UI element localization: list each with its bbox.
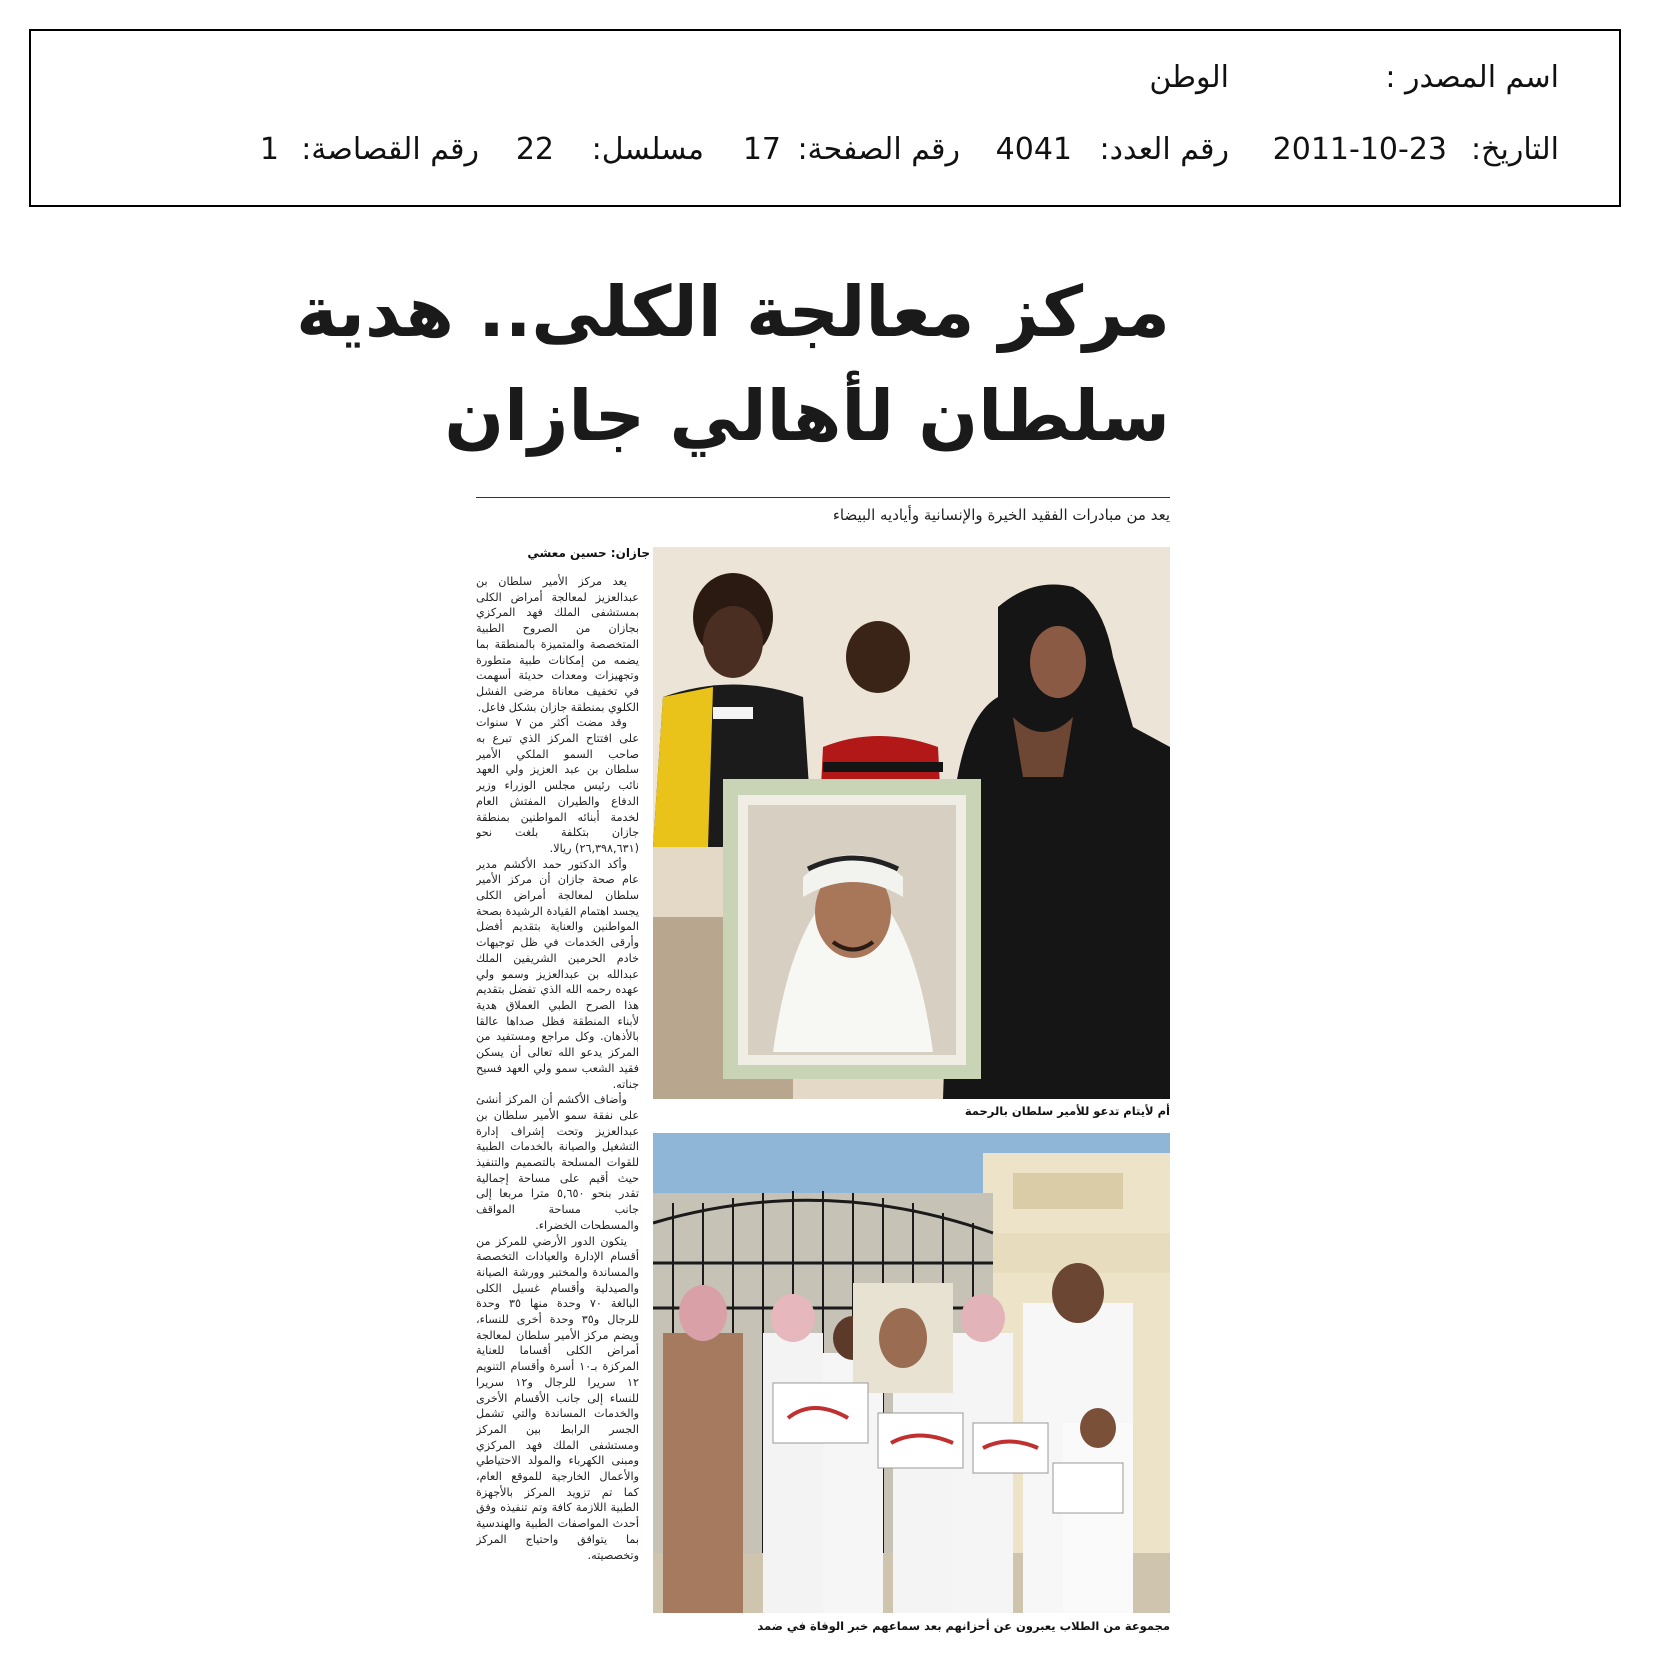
paragraph-2: وقد مضت أكثر من ٧ سنوات على افتتاح المركز الذي تبرع به صاحب السمو الملكي الأمير سلطان بن عبد العزيز ولي العهد نائب رئيس مجلس الوزراء وزير الدفاع والطيران المفتش العام لخدمة أبنائه المواطنين بمنطقة جازان بتكلفة بلغت نحو (٢٦,٣٩٨,٦٣١) ريالا. xyxy=(476,716,639,855)
headline-line-1: مركز معالجة الكلى.. هدية xyxy=(296,271,1170,353)
serial-value: 22 xyxy=(515,132,554,167)
source-label: اسم المصدر : xyxy=(1385,60,1559,95)
paragraph-5: يتكون الدور الأرضي للمركز من أقسام الإدارة والعيادات التخصصة والمساندة والمختبر وورشة الصيانة والصيدلية وأقسام غسيل الكلى البالغة ٧٠ وحدة منها ٣٥ وحدة للرجال و٣٥ وحدة أخرى للنساء، ويضم مركز الأمير سلطان لمعالجة أمراض الكلى أقساما للعناية المركزة بـ١٠ أسرة وأقسام التنويم ١٢ سريرا للرجال و١٢ سريرا للنساء إلى جانب الأقسام الأخرى والخدمات المساندة والتي تشمل الجسر الرابط بين المركز ومستشفى الملك فهد المركزي ومبنى الكهرباء والمولد الاحتياطي والأعمال الخارجية للموقع العام، كما تم تزويد المركز بالأجهزة الطبية اللازمة كافة وتم تنفيذه وفق أحدث المواصفات الطبية والهندسية بما يتوافق واحتياج المركز وتخصصيته. xyxy=(476,1234,639,1562)
byline: جازان: حسين معشي xyxy=(527,546,650,560)
issue-value: 4041 xyxy=(995,132,1072,167)
photo-mother-orphans xyxy=(653,547,1170,1099)
paragraph-3: وأكد الدكتور حمد الأكشم مدير عام صحة جازان أن مركز الأمير سلطان لمعالجة أمراض الكلى يجسد اهتمام القيادة الرشيدة بصحة المواطنين والعناية بتقديم أفضل وأرقى الخدمات في ظل توجيهات خادم الحرمين الشريفين الملك عبدالله بن عبدالعزيز وسمو ولي عهده رحمه الله الذي تفضل بتقديم هذا الصرح الطبي العملاق هدية لأبناء المنطقة فظل صداها عالقا بالأذهان. وكل مراجع ومستفيد من المركز يدعو الله تعالى أن يسكن فقيد الشعب سمو ولي العهد فسيح جناته. xyxy=(476,857,639,1091)
article-body xyxy=(476,574,639,1634)
date-value: 2011-10-23 xyxy=(1272,132,1447,167)
issue-label: رقم العدد: xyxy=(1099,132,1229,167)
headline-line-2: سلطان لأهالي جازان xyxy=(444,375,1170,457)
subheadline: يعد من مبادرات الفقيد الخيرة والإنسانية وأياديه البيضاء xyxy=(832,506,1170,524)
headline xyxy=(296,260,1170,468)
paragraph-1: يعد مركز الأمير سلطان بن عبدالعزيز لمعالجة أمراض الكلى بمستشفى الملك فهد المركزي بجازان من الصروح الطبية المتخصصة والمتميزة بالمنطقة بما يضمه من إمكانات طبية متطورة وتجهيزات ومعدات حديثة أسهمت في تخفيف معاناة مرضى الفشل الكلوي بمنطقة جازان بشكل فاعل. xyxy=(476,575,639,714)
paragraph-4: وأضاف الأكشم أن المركز أنشئ على نفقة سمو الأمير سلطان بن عبدالعزيز وتحت إشراف إدارة التشغيل والصيانة بالخدمات الطبية للقوات المسلحة بالتصميم والتنفيذ حيث أقيم على مساحة إجمالية تقدر بنحو ٥,٦٥٠ مترا مربعا إلى جانب مساحة المواقف والمسطحات الخضراء. xyxy=(476,1093,639,1232)
photo2-caption: مجموعة من الطلاب يعبرون عن أحزانهم بعد سماعهم خبر الوفاة في ضمد xyxy=(757,1619,1170,1633)
clipping-header xyxy=(29,29,1621,207)
headline-rule xyxy=(476,497,1170,498)
clip-label: رقم القصاصة: xyxy=(301,132,479,167)
date-label: التاريخ: xyxy=(1471,132,1559,167)
photo1-caption: أم لأيتام تدعو للأمير سلطان بالرحمة xyxy=(964,1104,1170,1118)
source-value: الوطن xyxy=(1149,60,1229,95)
serial-label: مسلسل: xyxy=(591,132,704,167)
article xyxy=(296,240,1170,1640)
clip-value: 1 xyxy=(259,132,279,167)
photo-students-mourning xyxy=(653,1133,1170,1613)
page-value: 17 xyxy=(742,132,781,167)
page-label: رقم الصفحة: xyxy=(797,132,960,167)
